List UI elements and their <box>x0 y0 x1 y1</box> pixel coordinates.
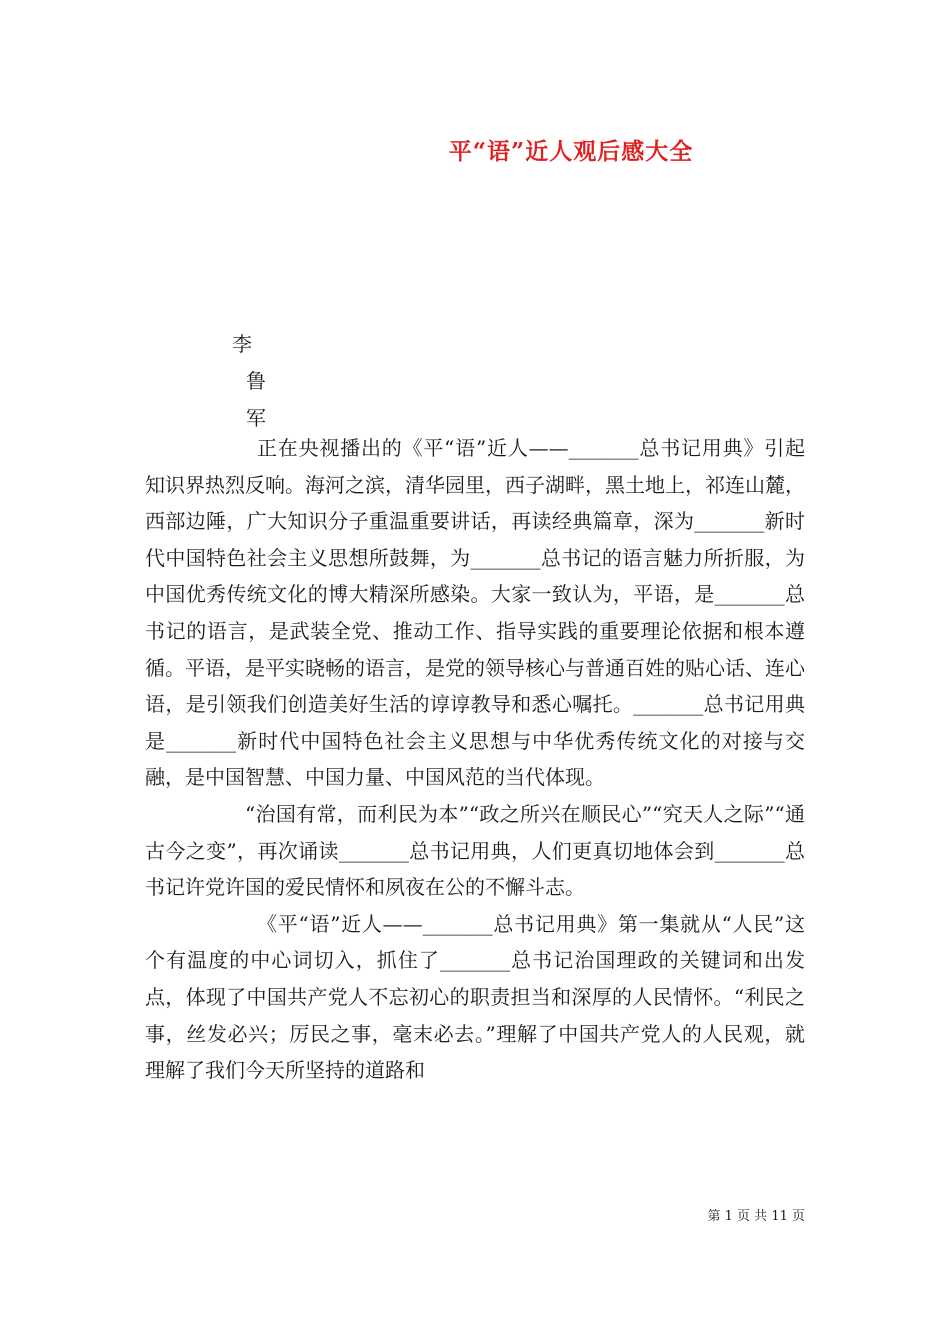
body-paragraph: 《平“语”近人——_______总书记用典》第一集就从“人民”这个有温度的中心词切入，抓住了_______总书记治国理政的关键词和出发点，体现了中国共产党人不忘初心的职责担当和深厚的人民情怀。“利民之事，丝发必兴；厉民之事，毫末必去。”理解了中国共产党人的人民观，就理解了我们今天所坚持的道路和 <box>145 911 805 1083</box>
author-char: 李 <box>232 332 252 356</box>
body-paragraph: 正在央视播出的《平“语”近人——_______总书记用典》引起知识界热烈反响。海河之滨，清华园里，西子湖畔，黑土地上，祁连山麓，西部边陲，广大知识分子重温重要讲话，再读经典篇章，深为_______新时代中国特色社会主义思想所鼓舞，为_______总书记的语言魅力所折服，为中国优秀传统文化的博大精深所感染。大家一致认为，平语，是_______总书记的语言，是武装全党、推动工作、指导实践的重要理论依据和根本遵循。平语，是平实晓畅的语言，是党的领导核心与普通百姓的贴心话、连心语，是引领我们创造美好生活的谆谆教导和悉心嘱托。_______总书记用典是_______新时代中国特色社会主义思想与中华优秀传统文化的对接与交融，是中国智慧、中国力量、中国风范的当代体现。 <box>145 436 805 790</box>
page-number-footer: 第 1 页 共 11 页 <box>707 1209 805 1224</box>
author-char: 鲁 <box>246 369 266 393</box>
document-title: 平“语”近人观后感大全 <box>448 138 694 165</box>
body-paragraph: “治国有常，而利民为本”“政之所兴在顺民心”“究天人之际”“通古今之变”，再次诵读_______总书记用典，人们更真切地体会到_______总书记许党许国的爱民情怀和夙夜在公的不懈斗志。 <box>145 801 805 900</box>
author-name <box>232 326 292 437</box>
author-char: 军 <box>246 406 266 430</box>
document-body <box>145 430 805 1089</box>
